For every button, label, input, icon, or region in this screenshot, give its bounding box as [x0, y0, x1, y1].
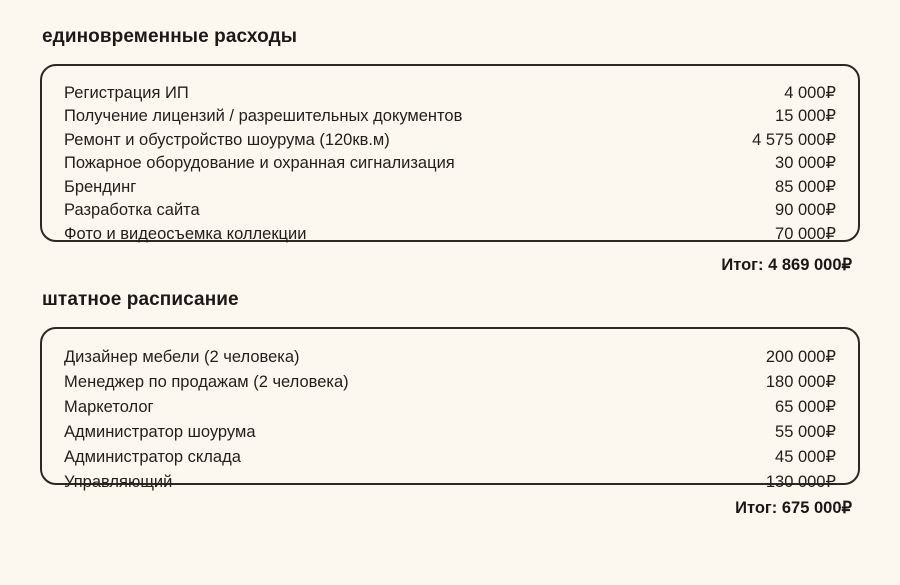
row-value: 30 000₽	[775, 154, 836, 173]
row-label: Ремонт и обустройство шоурума (120кв.м)	[64, 130, 390, 149]
row-value: 45 000₽	[775, 448, 836, 467]
table-row	[64, 345, 836, 370]
row-value: 65 000₽	[775, 398, 836, 417]
row-label: Фото и видеосъемка коллекции	[64, 224, 307, 243]
table-row	[64, 370, 836, 395]
section-title-staff: штатное расписание	[42, 289, 239, 310]
row-value: 70 000₽	[775, 224, 836, 243]
staff-card	[40, 327, 860, 492]
table-row	[64, 129, 836, 152]
row-value: 85 000₽	[775, 177, 836, 196]
row-label: Разработка сайта	[64, 201, 200, 220]
table-row	[64, 470, 836, 495]
row-value: 90 000₽	[775, 201, 836, 220]
table-row	[64, 199, 836, 222]
section-staff-schedule	[40, 289, 860, 518]
row-value: 180 000₽	[765, 373, 836, 392]
row-value: 55 000₽	[775, 423, 836, 442]
table-row	[64, 445, 836, 470]
row-label: Получение лицензий / разрешительных документов	[64, 107, 463, 126]
row-label: Брендинг	[64, 177, 137, 196]
page-title: единовременные расходы	[42, 26, 298, 47]
row-value: 4 575 000₽	[752, 130, 836, 149]
row-value: 4 000₽	[784, 84, 836, 102]
table-row	[64, 105, 836, 128]
row-label: Маркетолог	[64, 398, 154, 417]
table-row	[64, 176, 836, 199]
expenses-card	[40, 64, 860, 242]
row-value: 15 000₽	[775, 107, 836, 126]
staff-total: Итог: 675 000₽	[735, 499, 852, 517]
row-label: Администратор склада	[64, 448, 241, 467]
row-value: 200 000₽	[765, 348, 836, 366]
section-one-time-expenses	[40, 26, 860, 275]
row-label: Регистрация ИП	[64, 84, 189, 102]
row-label: Пожарное оборудование и охранная сигнализация	[64, 154, 455, 173]
expenses-total: Итог: 4 869 000₽	[721, 256, 852, 274]
table-row	[64, 223, 836, 246]
row-label: Менеджер по продажам (2 человека)	[64, 373, 349, 392]
row-value: 130 000₽	[765, 473, 836, 492]
table-row	[64, 152, 836, 175]
table-row	[64, 395, 836, 420]
table-row	[64, 82, 836, 105]
row-label: Администратор шоурума	[64, 423, 256, 442]
row-label: Управляющий	[64, 473, 173, 492]
row-label: Дизайнер мебели (2 человека)	[64, 348, 300, 366]
table-row	[64, 420, 836, 445]
